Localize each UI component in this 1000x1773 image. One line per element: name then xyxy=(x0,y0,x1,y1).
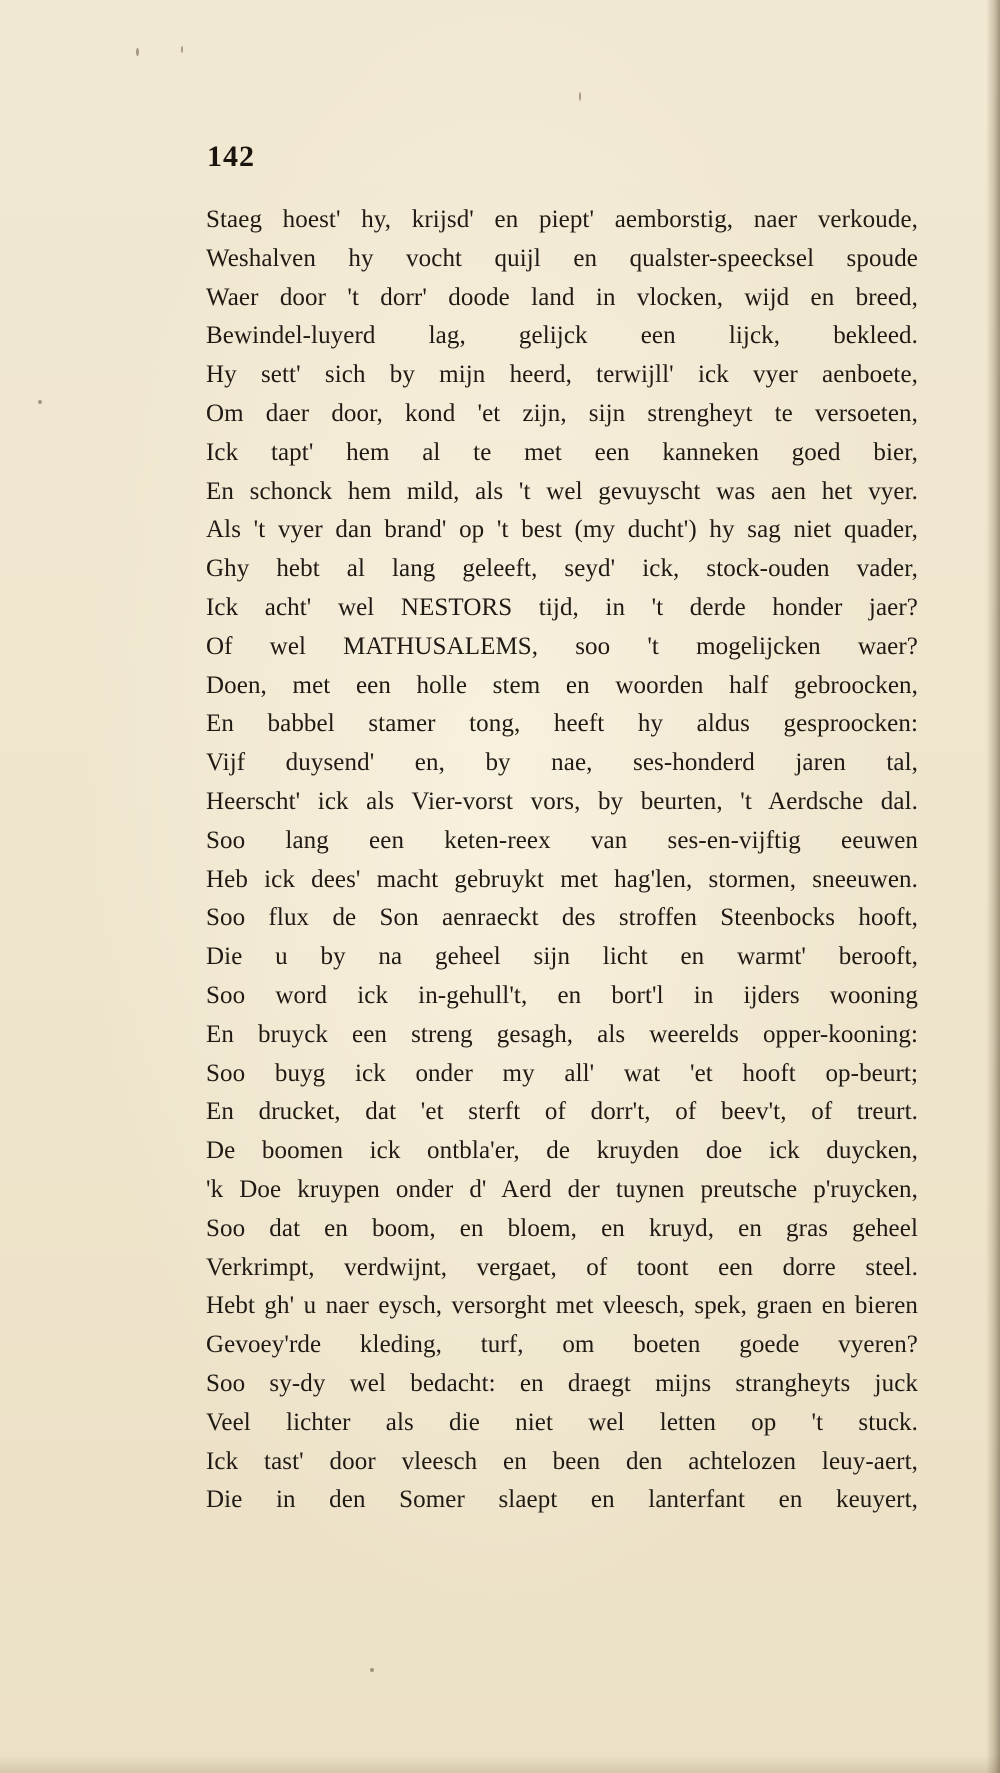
poem-line: Die u by na geheel sijn licht en warmt' berooft, xyxy=(206,943,918,971)
poem-line: 'k Doe kruypen onder d' Aerd der tuynen preutsche p'ruycken, xyxy=(206,1175,918,1203)
poem-line: Soo buyg ick onder my all' wat 'et hooft op-beurt; xyxy=(206,1059,918,1087)
poem-line: Soo sy-dy wel bedacht: en draegt mijns strangheyts juck xyxy=(206,1369,918,1397)
poem-line: Waer door 't dorr' doode land in vlocken, wijd en breed, xyxy=(206,283,918,311)
poem-line: Ick tast' door vleesch en been den achtelozen leuy-aert, xyxy=(206,1447,918,1475)
poem-line: En bruyck een streng gesagh, als weerelds opper-kooning: xyxy=(206,1020,918,1048)
ink-speck xyxy=(136,48,139,56)
page-edge-shadow xyxy=(986,0,1000,1773)
poem-line: Soo dat en boom, en bloem, en kruyd, en gras geheel xyxy=(206,1214,918,1242)
poem-line: Hebt gh' u naer eysch, versorght met vleesch, spek, graen en bieren xyxy=(206,1292,918,1320)
poem-line: En babbel stamer tong, heeft hy aldus gesproocken: xyxy=(206,710,918,738)
poem-line: Soo word ick in-gehull't, en bort'l in ijders wooning xyxy=(206,981,918,1009)
poem-line: Bewindel-luyerd lag, gelijck een lijck, bekleed. xyxy=(206,322,918,350)
poem-line: Gevoey'rde kleding, turf, om boeten goede vyeren? xyxy=(206,1331,918,1359)
poem-line: Als 't vyer dan brand' op 't best (my ducht') hy sag niet quader, xyxy=(206,516,918,544)
page-number: 142 xyxy=(207,140,255,173)
poem-line: Of wel MATHUSALEMS, soo 't mogelijcken waer? xyxy=(206,632,918,660)
poem-line: De boomen ick ontbla'er, de kruyden doe ick duycken, xyxy=(206,1137,918,1165)
poem-line: En schonck hem mild, als 't wel gevuyscht was aen het vyer. xyxy=(206,477,918,505)
poem-line: Soo flux de Son aenraeckt des stroffen Steenbocks hooft, xyxy=(206,904,918,932)
poem-line: Doen, met een holle stem en woorden half gebroocken, xyxy=(206,671,918,699)
poem-line: Verkrimpt, verdwijnt, vergaet, of toont een dorre steel. xyxy=(206,1253,918,1281)
poem-line: Weshalven hy vocht quijl en qualster-speecksel spoude xyxy=(206,244,918,272)
page-bottom-shadow xyxy=(0,1755,1000,1773)
ink-speck xyxy=(181,46,183,53)
ink-speck xyxy=(370,1668,374,1672)
poem-line: Die in den Somer slaept en lanterfant en keuyert, xyxy=(206,1486,918,1514)
poem-line: Om daer door, kond 'et zijn, sijn strengheyt te versoeten, xyxy=(206,399,918,427)
ink-speck xyxy=(579,92,581,101)
poem-line: Heerscht' ick als Vier-vorst vors, by beurten, 't Aerdsche dal. xyxy=(206,787,918,815)
poem-line: Soo lang een keten-reex van ses-en-vijftig eeuwen xyxy=(206,826,918,854)
poem-text xyxy=(206,201,918,1520)
poem-line: Vijf duysend' en, by nae, ses-honderd jaren tal, xyxy=(206,749,918,777)
poem-line: Ick tapt' hem al te met een kanneken goed bier, xyxy=(206,438,918,466)
poem-line: Ghy hebt al lang geleeft, seyd' ick, stock-ouden vader, xyxy=(206,555,918,583)
ink-speck xyxy=(38,400,42,404)
poem-line: Heb ick dees' macht gebruykt met hag'len, stormen, sneeuwen. xyxy=(206,865,918,893)
poem-line: Ick acht' wel NESTORS tijd, in 't derde honder jaer? xyxy=(206,593,918,621)
poem-line: Veel lichter als die niet wel letten op 't stuck. xyxy=(206,1408,918,1436)
poem-line: En drucket, dat 'et sterft of dorr't, of beev't, of treurt. xyxy=(206,1098,918,1126)
poem-line: Hy sett' sich by mijn heerd, terwijll' ick vyer aenboete, xyxy=(206,361,918,389)
poem-line: Staeg hoest' hy, krijsd' en piept' aemborstig, naer verkoude, xyxy=(206,206,918,233)
